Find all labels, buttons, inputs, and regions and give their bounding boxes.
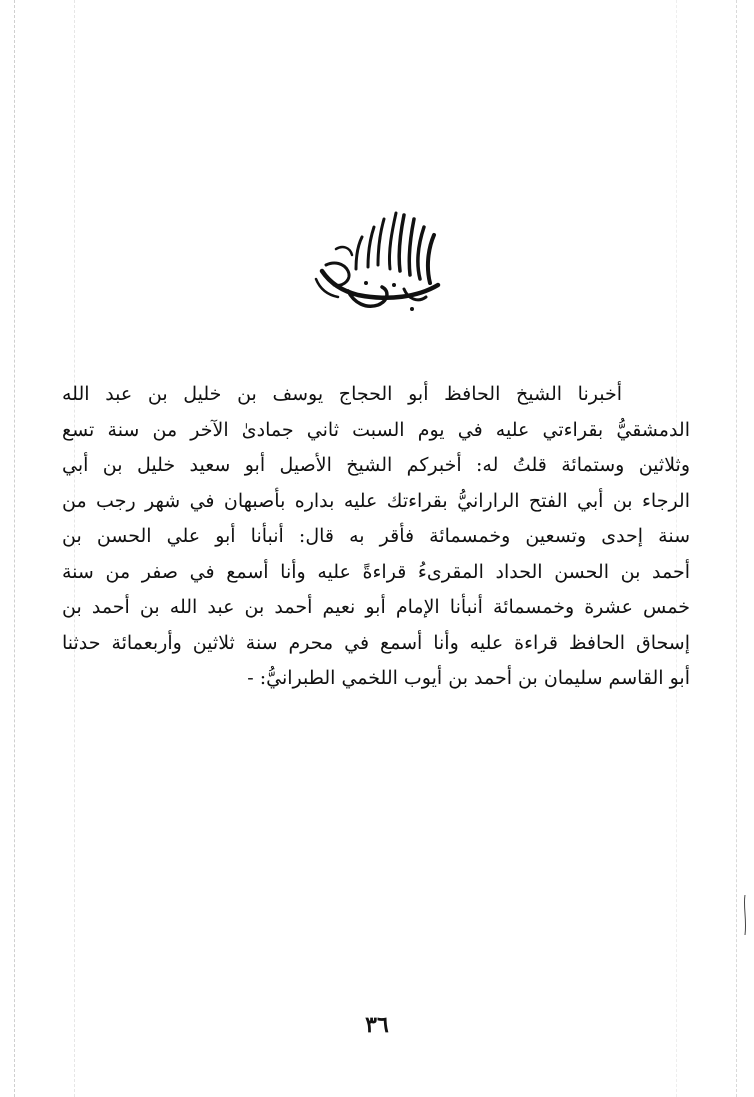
scan-guide-line (736, 0, 737, 1097)
text-line: الدمشقيُّ بقراءتي عليه في يوم السبت ثاني جمادىٰ الآخر من سنة تسع (62, 418, 690, 441)
text-line: إسحاق الحافظ قراءة عليه وأنا أسمع في محرم سنة ثلاثين وأربعمائة حدثنا (62, 631, 690, 654)
basmala-calligraphy-emblem (308, 205, 446, 315)
hadith-isnad-paragraph (62, 377, 690, 697)
margin-scan-mark (742, 895, 748, 935)
text-line: خمس عشرة وخمسمائة أنبأنا الإمام أبو نعيم أحمد بن عبد الله بن أحمد بن (62, 596, 690, 618)
page-number: ٣٦ (365, 1012, 389, 1038)
scan-guide-line (14, 0, 15, 1097)
text-line: سنة إحدى وتسعين وخمسمائة فأقر به قال: أنبأنا أبو علي الحسن بن (62, 525, 690, 547)
text-line: وثلاثين وستمائة قلتُ له: أخبركم الشيخ الأصيل أبو سعيد خليل بن أبي (62, 454, 690, 476)
text-line: أبو القاسم سليمان بن أحمد بن أيوب اللخمي الطبرانيُّ: - (247, 667, 690, 689)
text-line: الرجاء بن أبي الفتح الرارانيُّ بقراءتك عليه بداره بأصبهان في شهر رجب من (62, 489, 690, 512)
text-line: أحمد بن الحسن الحداد المقرىءُ قراءةً عليه وأنا أسمع في صفر من سنة (62, 560, 690, 583)
text-line: أخبرنا الشيخ الحافظ أبو الحجاج يوسف بن خليل بن عبد الله (62, 383, 622, 405)
